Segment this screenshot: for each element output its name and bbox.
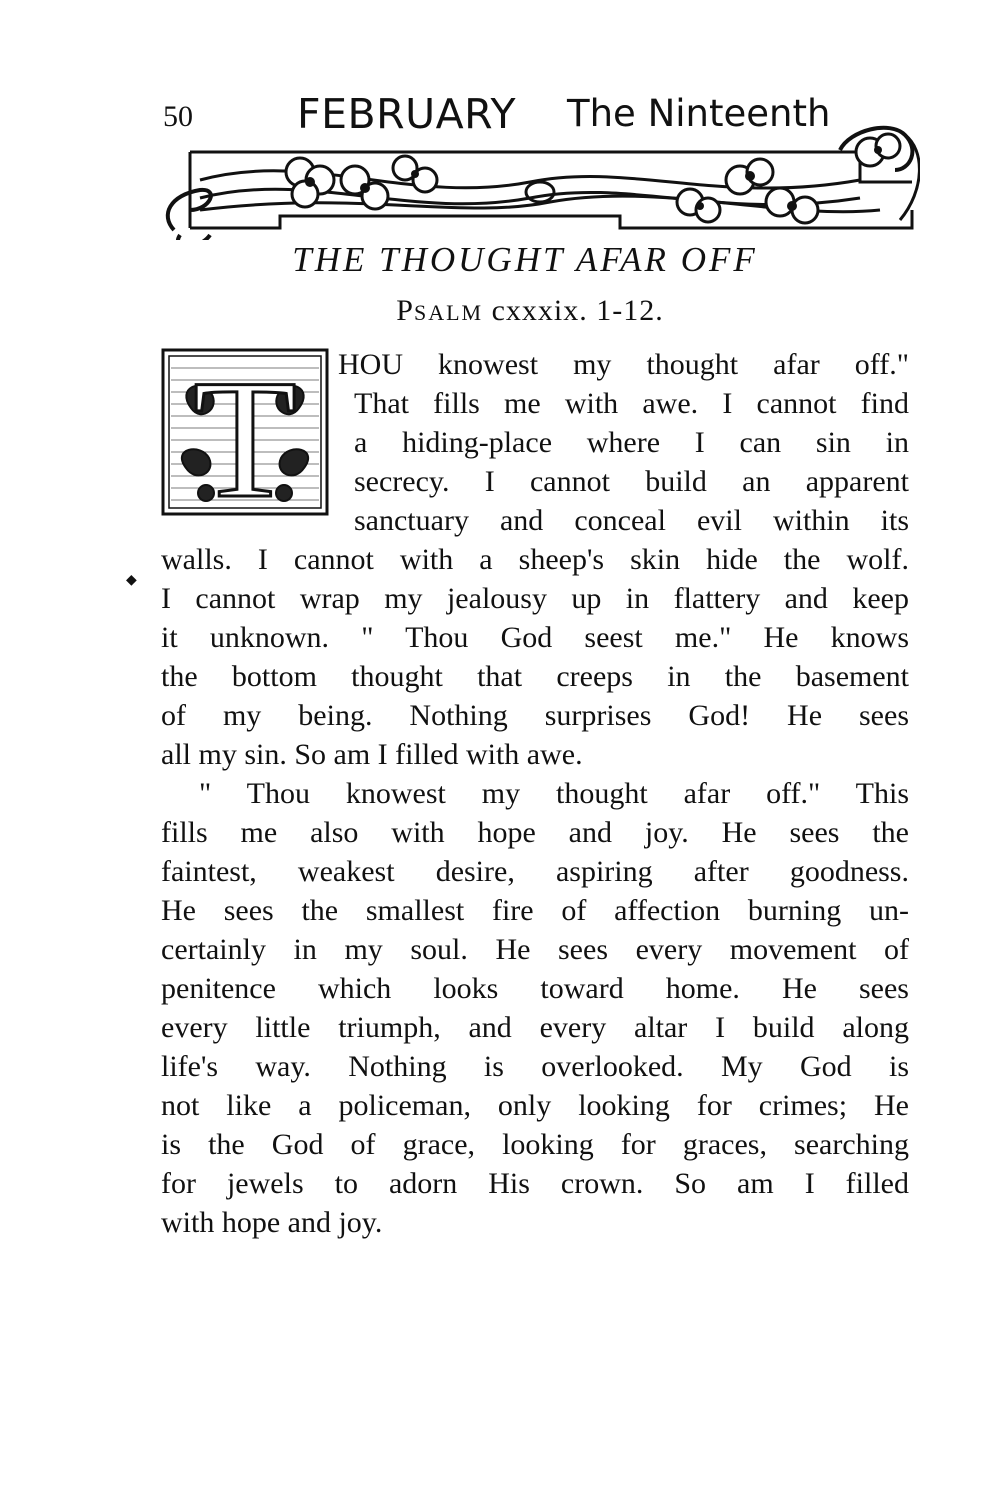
scripture-reference: [0, 294, 1000, 328]
text-line: a hiding-place where I can sin in: [354, 426, 909, 459]
running-header: [160, 88, 920, 238]
text-line: secrecy. I cannot build an apparent: [354, 465, 909, 498]
text-line: penitence which looks toward home. He sees: [161, 972, 909, 1005]
devotional-text: [161, 345, 909, 1242]
paragraph: [161, 774, 909, 1242]
margin-mark: ◆: [126, 573, 137, 588]
text-line: life's way. Nothing is overlooked. My God is: [161, 1050, 909, 1083]
text-line: every little triumph, and every altar I build along: [161, 1011, 909, 1044]
text-line: not like a policeman, only looking for crimes; He: [161, 1089, 909, 1122]
reference-book-rest: SALM: [413, 300, 484, 325]
text-line: I cannot wrap my jealousy up in flattery and keep: [161, 582, 909, 615]
section-title: THE THOUGHT AFAR OFF: [292, 240, 758, 279]
paragraph: [161, 345, 909, 774]
text-line: fills me also with hope and joy. He sees the: [161, 816, 909, 849]
text-line: the bottom thought that creeps in the basement: [161, 660, 909, 693]
text-line: That fills me with awe. I cannot find: [354, 387, 909, 420]
text-line: of my being. Nothing surprises God! He sees: [161, 699, 909, 732]
reference-citation: cxxxix. 1-12.: [491, 294, 664, 327]
text-line: faintest, weakest desire, aspiring after goodness.: [161, 855, 909, 888]
text-line: for jewels to adorn His crown. So am I filled: [161, 1167, 909, 1200]
text-line: " Thou knowest my thought afar off." This: [199, 777, 909, 810]
text-line: sanctuary and conceal evil within its: [354, 504, 909, 537]
text-line: HOU knowest my thought afar off.": [338, 348, 909, 381]
text-line: is the God of grace, looking for graces, searching: [161, 1128, 909, 1161]
header-month: FEBRUARY: [297, 90, 517, 138]
text-line: it unknown. " Thou God seest me." He knows: [161, 621, 909, 654]
reference-book-initial: P: [396, 294, 414, 327]
text-line: walls. I cannot with a sheep's skin hide the wolf.: [161, 543, 909, 576]
text-line: He sees the smallest fire of affection burning un-: [161, 894, 909, 927]
page-number: 50: [163, 100, 193, 133]
drop-cap-letter: T: [193, 348, 297, 516]
text-line: all my sin. So am I filled with awe.: [161, 738, 583, 771]
text-line: with hope and joy.: [161, 1206, 383, 1239]
text-line: certainly in my soul. He sees every movement of: [161, 933, 909, 966]
header-day: The Ninteenth: [567, 92, 831, 135]
floral-border-ornament: [160, 110, 920, 240]
